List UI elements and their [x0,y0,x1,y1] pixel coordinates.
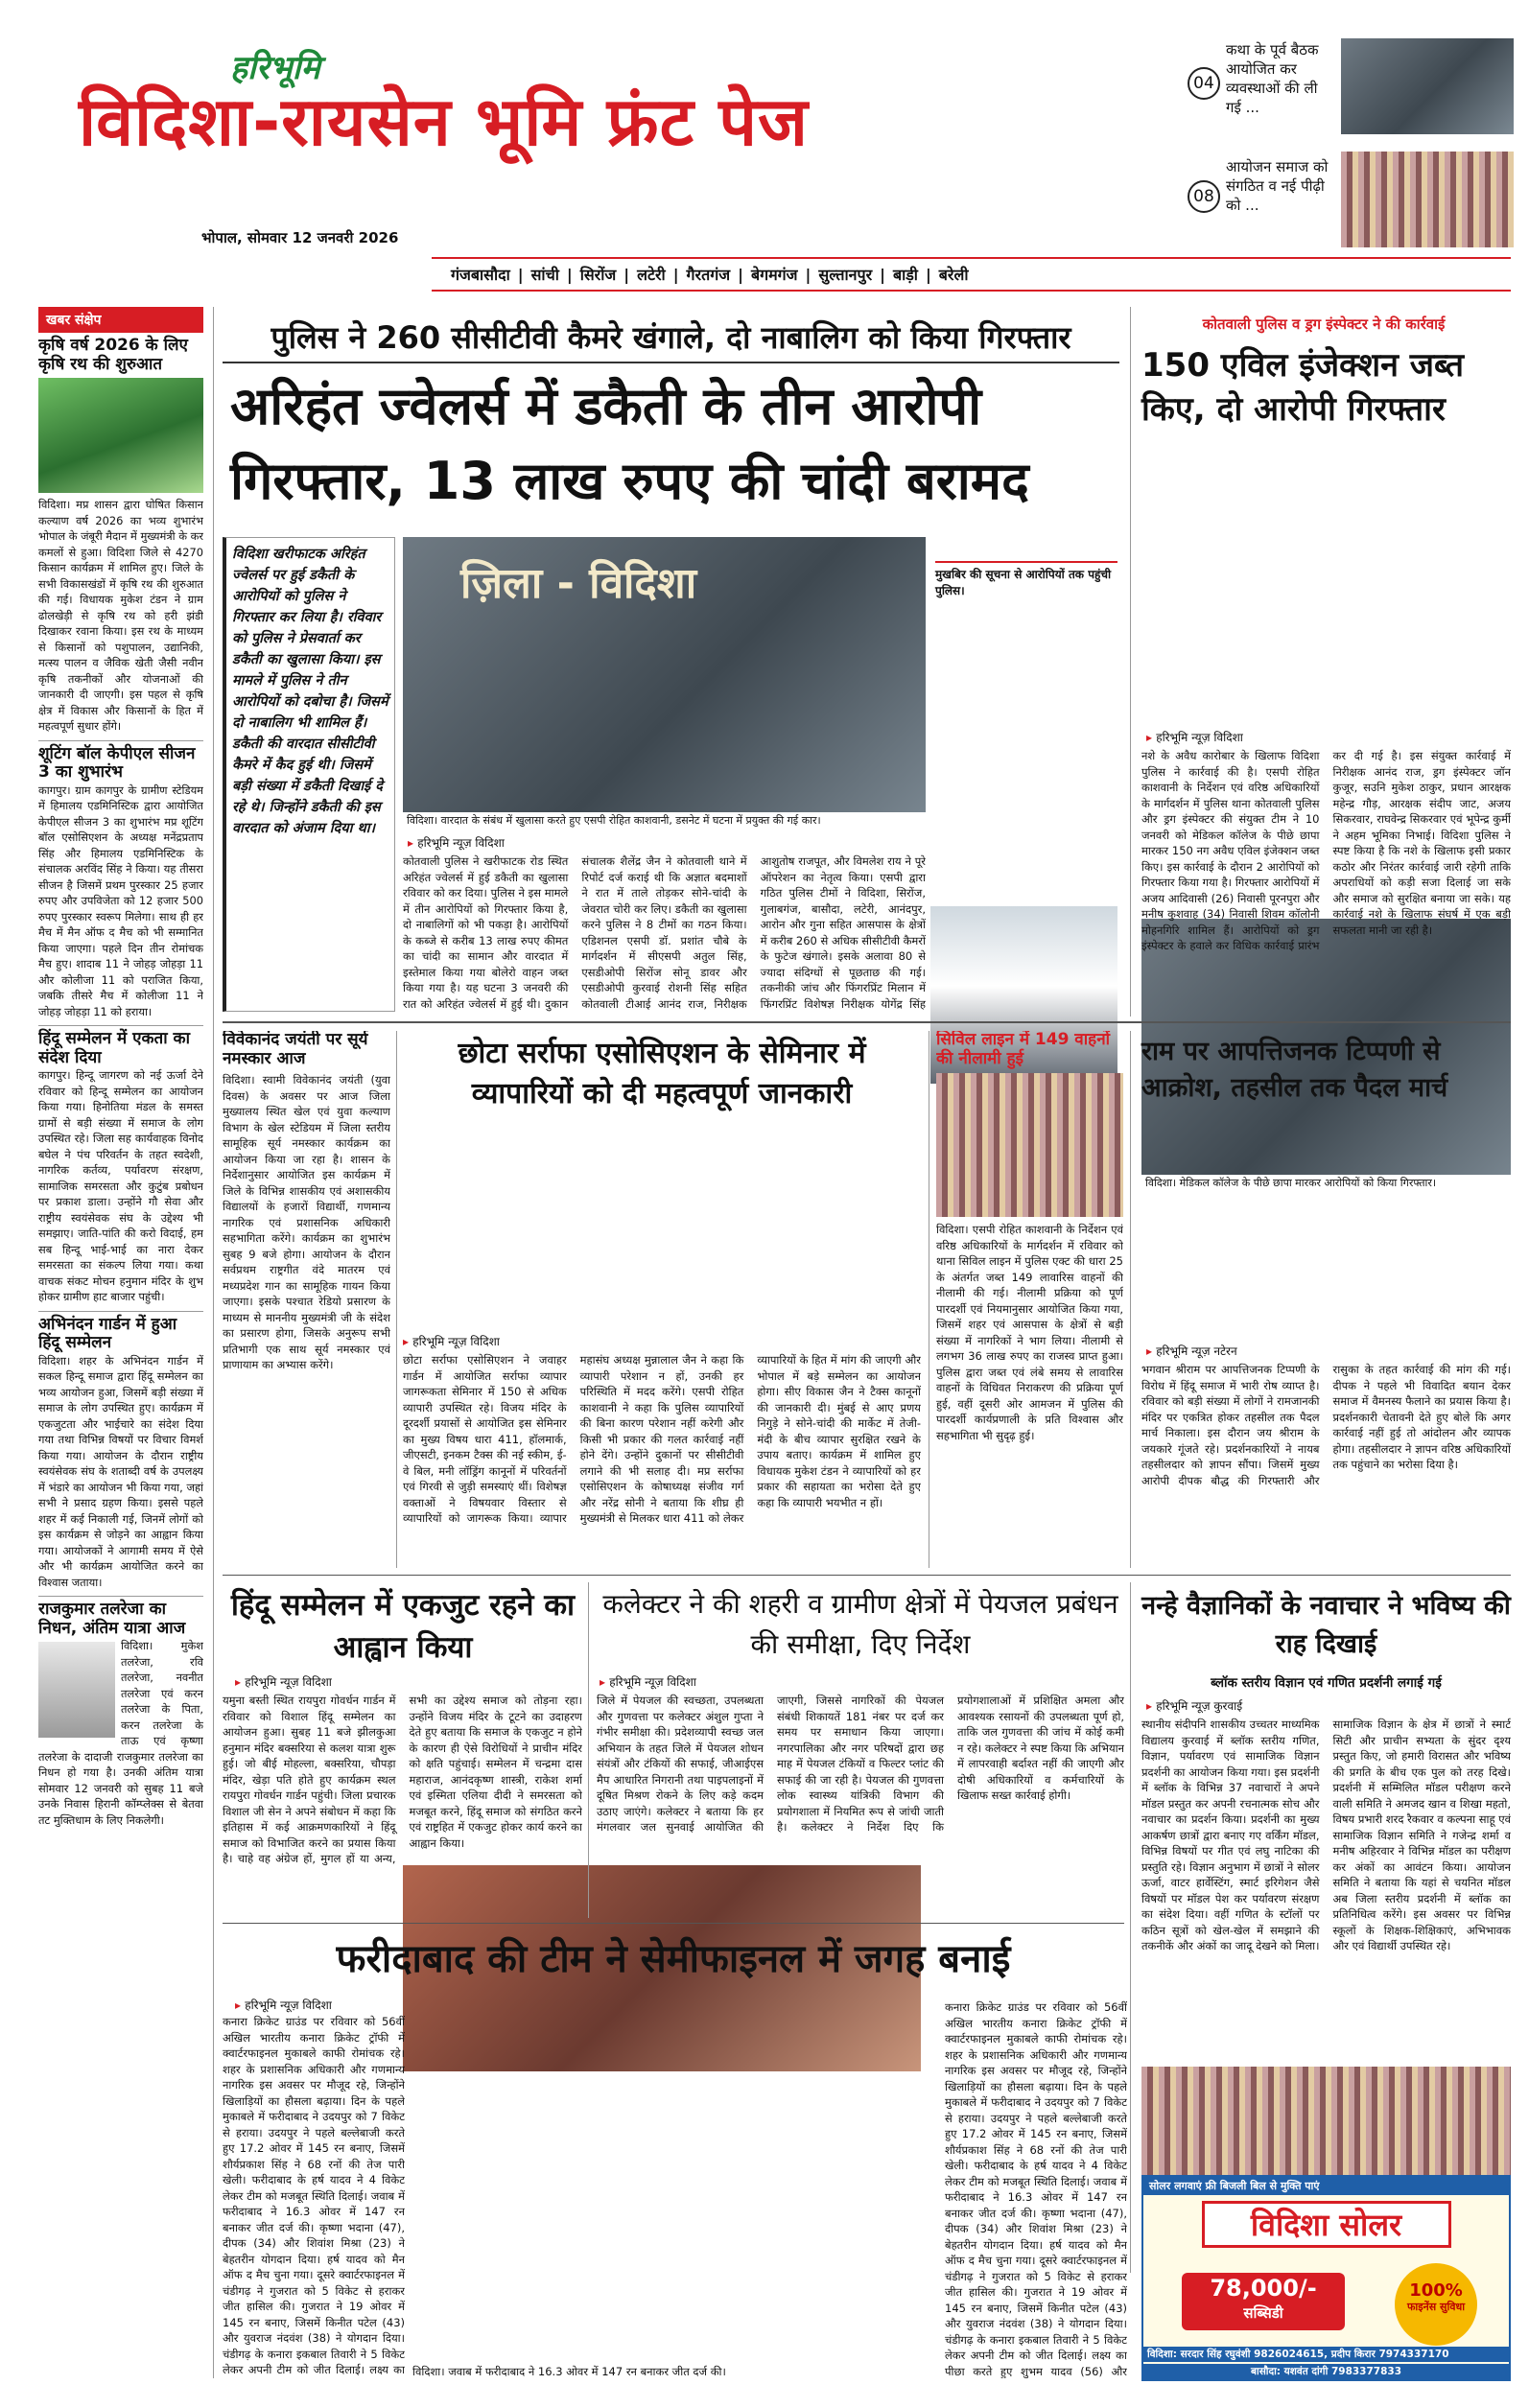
teaser-photo [1341,38,1514,134]
lead-highlight-box [223,537,395,1012]
collector-headline[interactable]: कलेक्टर ने की शहरी व ग्रामीण क्षेत्रों में पेयजल प्रबंधन की समीक्षा, दिए निर्देश [602,1588,1118,1660]
ad-badge-text: फाइनेंस सुविधा [1406,2301,1466,2313]
place-link[interactable]: सांची [530,266,559,284]
sidebar-headline[interactable]: राजकुमार तलरेजा का निधन, अंतिम यात्रा आज [38,1596,203,1638]
collector-byline: ▸ हरिभूमि न्यूज़ विदिशा [600,1675,696,1689]
lead-side-tag: मुखबिर की सूचना से आरोपियों तक पहुंची पुलिस। [935,561,1117,598]
page-title: विदिशा-रायसेन भूमि फ्रंट पेज [79,82,809,161]
cricket-body-right: कनारा क्रिकेट ग्राउंड पर रविवार को 56वीं अखिल भारतीय कनारा क्रिकेट ट्रॉफी में क्वार्टरफाइनल मुकाबले काफी रोमांचक रहे। शहर के प्रशासनिक अधिकारी और गणमान्य नागरिक इस अवसर पर मौजूद रहे, जिन्होंने खिलाड़ियों का हौसला बढ़ाया। दिन के पहले मुकाबले में फरीदाबाद ने उदयपुर को 7 विकेट से हराया। उदयपुर ने पहले बल्लेबाजी करते हुए 17.2 ओवर में 145 रन बनाए, जिसमें शौर्यप्रकाश सिंह ने 68 रनों की तेज पारी खेली। फरीदाबाद के हर्ष यादव ने 4 विकेट लेकर टीम को मजबूत स्थिति दिलाई। जवाब में फरीदाबाद ने 16.3 ओवर में 147 रन बनाकर जीत दर्ज की। कृष्णा भदाना (47), दीपक (34) और शिवांश मिश्रा (23) ने बेहतरीन योगदान दिया। हर्ष यादव को मैन ऑफ द मैच चुना गया। दूसरे क्वार्टरफाइनल में चंडीगढ़ ने गुजरात को 5 विकेट से हराकर जीत हासिल की। गुजरात ने 19 ओवर में 145 रन बनाए, जिसमें किनीत पटेल (43) और युवराज नंदवंश (38) ने योगदान दिया। चंडीगढ़ के कनारा इकबाल तिवारी ने 5 विकेट लेकर अपनी टीम को जीत दिलाई। लक्ष्य का पीछा करते हुए शुभम यादव (56) और [945,2000,1127,2378]
sarafa-body: छोटा सर्राफा एसोसिएशन ने जवाहर गार्डन में आयोजित सर्राफा व्यापार जागरूकता सेमिनार में 150 से अधिक व्यापारी उपस्थित रहे। विजय मंदिर के दूरदर्शी प्रयासों से आयोजित इस सेमिनार का मुख्य विषय धारा 411, हॉलमार्क, जीएसटी, इनकम टैक्स की नई स्कीम, ई-वे बिल, मनी लॉड्रिंग कानूनों में परिवर्तनों एवं गिरवी से जुड़ी समस्याएं थीं। विशेषज्ञ वक्ताओं ने विषयवार विस्तार से व्यापारियों को जागरूक किया। व्यापार महासंघ अध्यक्ष मुन्नालाल जैन ने कहा कि व्यापारी परेशान न हों, उनकी हर परिस्थिति में मदद करेंगे। एसपी रोहित काशवानी ने कहा कि पुलिस व्यापारियों की बिना कारण परेशान नहीं करेगी और किसी भी प्रकार की गलत कार्रवाई नहीं होने देंगे। उन्होंने दुकानों पर सीसीटीवी लगाने की भी सलाह दी। मप्र सर्राफा एसोसिएशन के कोषाध्यक्ष संजीव गर्ग और नरेंद्र सोनी ने बताया कि शीघ्र ही मुख्यमंत्री से मिलकर धारा 411 को लेकर व्यापारियों के हित में मांग की जाएगी और भोपाल में बड़े सम्मेलन का आयोजन होगा। सीए विकास जैन ने टैक्स कानूनों की जानकारी दी। मुंबई से आए प्रणय निगुड़े ने सोने-चांदी की मार्केट में तेजी-मंदी के बीच व्यापार सुरक्षित रखने के उपाय बताए। कार्यक्रम में शामिल हुए विधायक मुकेश टंडन ने व्यापारियों को हर प्रकार की सहायता का भरोसा देते हुए कहा कि व्यापारी भयभीत न हों। [403,1353,921,1525]
hindu-body: यमुना बस्ती स्थित रायपुरा गोवर्धन गार्डन में रविवार को विशाल हिंदू सम्मेलन का आयोजन हुआ। सुबह 11 बजे झीलकुआ हनुमान मंदिर बक्सरिया से कलश यात्रा शुरू हुई। जो बीई मोहल्ला, बक्सरिया, चौपड़ा मंदिर, खेड़ा पति होते हुए कार्यक्रम स्थल रायपुरा गोवर्धन गार्डन पहुंची। जिला प्रचारक विशाल जी सेन ने अपने संबोधन में कहा कि इतिहास में कई आक्रमणकारियों ने हिंदू समाज को विभाजित करने का प्रयास किया है। चाहे वह अंग्रेज हों, मुगल हों या अन्य, सभी का उद्देश्य समाज को तोड़ना रहा। उन्होंने विजय मंदिर के टूटने का उदाहरण देते हुए बताया कि समाज के एकजुट न होने के कारण ही ऐसे विरोधियों ने प्राचीन मंदिर को क्षति पहुंचाई। सम्मेलन में चन्द्रमा दास महाराज, आनंदकृष्ण शास्त्री, राकेश शर्मा एवं इस्मिता एलिया दीदी ने समरसता को मजबूत करने, हिंदू समाज को संगठित करने एवं राष्ट्रहित में एकजुट होकर कार्य करने का आह्वान किया। [223,1694,582,1865]
place-link[interactable]: बाड़ी [892,266,918,284]
teaser-photo [1341,152,1514,247]
sidebar-body: कागपुर। हिन्दू जागरण को नई ऊर्जा देने रविवार को हिन्दू सम्मेलन का आयोजन किया गया। हिनोतिया मंडल के समस्त ग्रामों से बड़ी संख्या में समाज के लोग उपस्थित रहे। जिला सह कार्यवाहक विनोद बघेल ने पंच परिवर्तन के तहत स्वदेशी, नागरिक कर्तव्य, पर्यावरण संरक्षण, सामाजिक समरसता और कुटुंब प्रबोधन पर प्रकाश डाला। उन्होंने गौ सेवा और राष्ट्रीय स्वयंसेवक संघ के उद्देश्य भी समझाए। जाति-पांति की करो विदाई, हम सब हिन्दू भाई-भाई का नारा देकर समरसता का संकल्प लिया गया। कथा वाचक संकट मोचन हनुमान मंदिर के शुभ होकर ग्रामीण हाट बाजार पहुंची। [38,1068,203,1304]
place-link[interactable]: सुल्तानपुर [818,266,873,284]
lead-highlight: विदिशा खरीफाटक अरिहंत ज्वेलर्स पर हुई डकैती के आरोपियों को पुलिस ने गिरफ्तार कर लिया है। रविवार को पुलिस ने प्रेसवार्ता कर डकैती का खुलासा किया। इस मामले में पुलिस ने तीन आरोपियों को दबोचा है। जिसमें दो नाबालिग भी शामिल हैं। डकैती की वारदात सीसीटीवी कैमरे में कैद हुई थी। जिसमें बड़ी संख्या में डकैती दिखाई दे रहे थे। जिन्होंने डकैती की इस वारदात को अंजाम दिया था। [232,547,388,836]
lead-photo-banner: ज़िला - विदिशा [460,559,697,608]
row-divider [223,1021,1511,1023]
dateline: भोपाल, सोमवार 12 जनवरी 2026 [201,229,399,246]
sarafa-headline[interactable]: छोटा सर्राफा एसोसिएशन के सेमिनार में व्यापारियों को दी महत्वपूर्ण जानकारी [458,1037,866,1110]
science-body: स्थानीय संदीपनि शासकीय उच्चतर माध्यमिक विद्यालय कुरवाई में ब्लॉक स्तरीय गणित, विज्ञान, पर्यावरण एवं सामाजिक विज्ञान प्रदर्शनी का आयोजन किया गया। इस प्रदर्शनी में ब्लॉक के विभिन्न 37 नवाचारों ने अपने मॉडल प्रस्तुत कर अपनी रचनात्मक सोच और नवाचार का प्रदर्शन किया। प्रदर्शनी का मुख्य आकर्षण छात्रों द्वारा बनाए गए वर्किंग मॉडल, विभिन्न विषयों पर गीत एवं लघु नाटिका की प्रस्तुति रहे। विज्ञान अनुभाग में छात्रों ने सोलर ऊर्जा, वाटर हार्वेस्टिंग, स्मार्ट इरिगेशन जैसे विषयों पर मॉडल पेश कर पर्यावरण संरक्षण का संदेश दिया। वहीं गणित के स्टॉलों पर कठिन सूत्रों को खेल-खेल में समझाने की तकनीकें और अंकों का जादू देखने को मिला। सामाजिक विज्ञान के क्षेत्र में छात्रों ने स्मार्ट सिटी और प्राचीन सभ्यता के सुंदर दृश्य प्रस्तुत किए, जो हमारी विरासत और भविष्य की प्रगति के बीच एक पुल को तरह दिखे। प्रदर्शनी में सम्मिलित मॉडल परीक्षण करने वाली समिति ने अमजद खान व शिखा महतो, विषय प्रभारी शरद रैकवार व कल्पना साहू एवं सामाजिक विज्ञान समिति ने गजेन्द्र शर्मा व मनीष अहिरवार ने विभिन्न मॉडल का परीक्षण कर अंकों का आवंटन किया। आयोजन समिति ने बताया कि यहां से चयनित मॉडल अब जिला स्तरीय प्रदर्शनी में ब्लॉक का प्रतिनिधित्व करेंगे। इस अवसर पर विभिन्न स्कूलों के शिक्षक-शिक्षिकाएं, अभिभावक और एवं विद्यार्थी उपस्थित रहे। [1141,1718,1511,1952]
places-bar: गंजबासौदा | सांची | सिरोंज | लटेरी | गैरतगंज | बेगमगंज | सुल्तानपुर | बाड़ी | बरेली [432,257,1511,292]
teaser-number: 04 [1188,67,1220,100]
sidebar-headline[interactable]: अभिनंदन गार्डन में हुआ हिंदू सम्मेलन [38,1311,203,1353]
sidebar-body: विदिशा। शहर के अभिनंदन गार्डन में सकल हिन्दू समाज द्वारा हिंदू सम्मेलन का भव्य आयोजन हुआ, जिसमें बड़ी संख्या में समाज के लोग उपस्थित हुए। कार्यक्रम में एकजुटता और भाईचारे का संदेश दिया गया तथा विभिन्न विषयों पर विचार विमर्श किया गया। आयोजन के दौरान राष्ट्रीय स्वयंसेवक संघ के शताब्दी वर्ष के उपलक्ष्य में भंडारे का आयोजन भी किया गया, जहां सभी ने प्रसाद ग्रहण किया। इससे पहले शहर में कई निकाली गई, जिनमें लोगों को इस कार्यक्रम से जोड़ने का आह्वान किया गया। आयोजकों ने आगामी समय में ऐसे और भी कार्यक्रम आयोजित करने का विश्वास जताया। [38,1353,203,1589]
place-link[interactable]: बेगमगंज [750,266,798,284]
column-divider [588,1582,589,1918]
right-kicker: कोतवाली पुलिस व ड्रग इंस्पेक्टर ने की कार्रवाई [1202,316,1446,333]
place-link[interactable]: लटेरी [637,266,666,284]
right-byline: ▸ हरिभूमि न्यूज़ विदिशा [1146,731,1243,744]
right-headline[interactable]: 150 एविल इंजेक्शन जब्त किए, दो आरोपी गिरफ्तार [1141,346,1465,429]
sidebar-headline[interactable]: शूटिंग बॉल केपीएल सीजन 3 का शुभारंभ [38,740,203,783]
sidebar-body: विदिशा। मप्र शासन द्वारा घोषित किसान कल्याण वर्ष 2026 का भव्य शुभारंभ भोपाल के जंबूरी मैदान में मुख्यमंत्री के कर कमलों से हुआ। विदिशा जिले से 4270 किसान कार्यक्रम में शामिल हुए। जिले के सभी विकासखंडों में कृषि रथ की शुरुआत की गई। विधायक मुकेश टंडन ने ग्राम ढोलखेड़ी से कृषि रथ को हरी झंडी दिखाकर रवाना किया। इस रथ के माध्यम से किसानों को पशुपालन, उद्यानिकी, मत्स्य पालन व जैविक खेती जैसी नवीन कृषि तकनीकों और योजनाओं की जानकारी दी जाएगी। इस पहल से कृषि क्षेत्र में विकास और किसानों के हित में महत्वपूर्ण सुधार होंगे। [38,498,203,734]
sarafa-byline: ▸ हरिभूमि न्यूज़ विदिशा [403,1335,500,1348]
hindu-byline: ▸ हरिभूमि न्यूज़ विदिशा [235,1675,332,1689]
column-divider [213,307,214,2378]
place-link[interactable]: बरेली [938,266,969,284]
ad-contact: बासौदा: यशवंत दांगी 7983377833 [1143,2364,1509,2379]
ram-body: भगवान श्रीराम पर आपत्तिजनक टिप्पणी के विरोध में हिंदू समाज में भारी रोष व्याप्त है। रविवार को बड़ी संख्या में लोगों ने रामजानकी मंदिर पर एकत्रित होकर तहसील तक पैदल मार्च निकाला। इस दौरान जय श्रीराम के जयकारे गूंजते रहे। प्रदर्शनकारियों ने नायब तहसीलदार को ज्ञापन सौंपा। जिसमें मुख्य आरोपी दीपक बौद्ध की गिरफ्तारी और रासुका के तहत कार्रवाई की मांग की गई। दीपक ने पहले भी विवादित बयान देकर समाज में वैमनस्य फैलाने का प्रयास किया है। प्रदर्शनकारी चेतावनी देते हुए बोले कि अगर कार्रवाई नहीं हुई तो आंदोलन और व्यापक होगा। तहसीलदार ने ज्ञापन वरिष्ठ अधिकारियों तक पहुंचाने का भरोसा दिया है। [1141,1363,1511,1487]
ad-price: 78,000/- [1210,2275,1317,2302]
teaser-text: कथा के पूर्व बैठक आयोजित कर व्यवस्थाओं की ली गई ... [1226,41,1319,116]
science-headline[interactable]: नन्हे वैज्ञानिकों के नवाचार ने भविष्य की राह दिखाई [1141,1591,1511,1659]
lead-byline: ▸ हरिभूमि न्यूज़ विदिशा [408,836,505,850]
lead-body-continued [935,796,1117,1012]
row-divider [223,1575,1511,1576]
sidebar-headline[interactable]: कृषि वर्ष 2026 के लिए कृषि रथ की शुरुआत [38,336,188,374]
civil-lines-story [936,1031,1123,1568]
row-divider [223,1923,1124,1924]
ad-badge-percent: 100% [1409,2280,1463,2301]
ad-badge [1395,2263,1477,2346]
ad-price-label: सब्सिडी [1243,2304,1283,2322]
civil-lines-headline[interactable]: सिविल लाइन में 149 वाहनों की नीलामी हुई [936,1031,1111,1068]
lead-photo-caption: विदिशा। वारदात के संबंध में खुलासा करते हुए एसपी रोहित काशवानी, डसनेट में घटना में प्रयुक्त की गई कार। [403,812,926,830]
science-subhead: ब्लॉक स्तरीय विज्ञान एवं गणित प्रदर्शनी लगाई गई [1211,1675,1442,1691]
vivekanand-headline[interactable]: विवेकानंद जयंती पर सूर्य नमस्कार आज [223,1031,368,1068]
lead-kicker: पुलिस ने 260 सीसीटीवी कैमरे खंगाले, दो नाबालिग को किया गिरफ्तार [223,316,1119,363]
cricket-caption: विदिशा। जवाब में फरीदाबाद ने 16.3 ओवर में 147 रन बनाकर जीत दर्ज की। [412,2365,726,2378]
masthead-brand: हरिभूमि [230,49,320,87]
column-divider [1130,307,1131,1017]
lead-body: कोतवाली पुलिस ने खरीफाटक रोड स्थित अरिहंत ज्वेलर्स में हुई डकैती का खुलासा रविवार को कर दिया। पुलिस ने इस मामले में तीन आरोपियों को गिरफ्तार किया है, दो नाबालिगों को भी पकड़ा है। आरोपियों के कब्जे से करीब 13 लाख रुपए कीमत का चांदी का सामान और वारदात में इस्तेमाल किया गया बोलेरो वाहन जब्त किया गया है। यह घटना 3 जनवरी की रात को अरिहंत ज्वेलर्स में हुई थी। दुकान संचालक शैलेंद्र जैन ने कोतवाली थाने में रिपोर्ट दर्ज कराई थी कि अज्ञात बदमाशों ने रात में ताले तोड़कर सोने-चांदी के जेवरात चोरी कर लिए। डकैती का खुलासा करने पुलिस ने 8 टीमों का गठन किया। एडिशनल एसपी डॉ. प्रशांत चौबे के मार्गदर्शन में सीएसपी अतुल सिंह, एसडीओपी सिरोंज सोनू डावर और एसडीओपी कुरवाई रोशनी सिंह सहित कोतवाली टीआई आनंद राज, निरीक्षक आशुतोष राजपूत, और विमलेश राय ने पूरे ऑपरेशन का नेतृत्व किया। एसपी द्वारा गठित पुलिस टीमों ने विदिशा, सिरोंज, गुलाबगंज, बासौदा, लटेरी, आनंदपुर, आरोन और गुना सहित आसपास के क्षेत्रों में करीब 260 से अधिक सीसीटीवी कैमरों के फुटेज खंगाले। इसके अलावा 80 से ज्यादा संदिग्धों से पूछताछ की गई। तकनीकी जांच और फिंगरप्रिंट मिलान में फिंगरप्रिंट विशेषज्ञ निरीक्षक योगेंद्र सिंह [403,854,926,1011]
sidebar-body: कागपुर। ग्राम कागपुर के ग्रामीण स्टेडियम में हिमालय एडमिनिस्टिक द्वारा आयोजित केपीएल सीजन 3 का शुभारंभ मप्र शूटिंग बॉल एसोसिएशन के अध्यक्ष मनेंद्रप्रताप सिंह और हिमालय एडमिनिस्टिक के संचालक अरविंद सिंह ने किया। यह तीसरा सीजन है जिसमें प्रथम पुरस्कार 25 हजार रुपए और उपविजेता को 12 हजार 500 रुपए पुरस्कार स्वरूप मिलेगा। साथ ही हर मैच में मैन ऑफ द मैच को भी सम्मानित किया जाएगा। पहले दिन तीन रोमांचक मैच हुए। शादाब 11 ने जोहड़ जोहड़ा 11 और कोलीजा 11 को पराजित किया, जबकि तीसरे मैच में कोलीजा 11 ने जोहड़ जोहड़ा 11 को हराया। [38,783,203,1018]
civil-lines-body: विदिशा। एसपी रोहित काशवानी के निर्देशन एवं वरिष्ठ अधिकारियों के मार्गदर्शन में रविवार को थाना सिविल लाइन में पुलिस एक्ट की धारा 25 के अंतर्गत जब्त 149 लावारिस वाहनों की नीलामी की गई। नीलामी प्रक्रिया को पूर्ण पारदर्शी एवं नियमानुसार आयोजित किया गया, जिसमें शहर एवं आसपास के क्षेत्रों से बड़ी संख्या में नागरिकों ने भाग लिया। नीलामी से लगभग 36 लाख रुपए का राजस्व प्राप्त हुआ। पुलिस द्वारा जब्त एवं लंबे समय से लावारिस वाहनों के विधिवत निराकरण की प्रक्रिया पूर्ण हुई, वहीं दूसरी ओर आमजन में पुलिस की पारदर्शी कार्यप्रणाली के प्रति विश्वास और सहभागिता भी सुदृढ़ हुई। [936,1223,1123,1442]
civil-lines-photo [936,1073,1123,1217]
lead-photo [403,537,926,830]
column-divider [396,1031,397,1568]
sidebar-photo [38,378,203,493]
sarafa-body-continued [403,1573,404,1574]
news-brief-sidebar [38,307,203,2378]
vivekanand-body: विदिशा। स्वामी विवेकानंद जयंती (युवा दिवस) के अवसर पर आज जिला मुख्यालय स्थित खेल एवं युवा कल्याण विभाग के खेल स्टेडियम में जिला स्तरीय सामूहिक सूर्य नमस्कार कार्यक्रम का आयोजन किया जा रहा है। शासन के निर्देशानुसार आयोजित इस कार्यक्रम में जिले के विभिन्न शासकीय एवं अशासकीय विद्यालयों के हजारों विद्यार्थी, गणमान्य नागरिक एवं प्रशासनिक अधिकारी सहभागिता करेंगे। कार्यक्रम का शुभारंभ सुबह 9 बजे होगा। आयोजन के दौरान सर्वप्रथम राष्ट्रगीत वंदे मातरम एवं मध्यप्रदेश गान का सामूहिक गायन किया जाएगा। इसके पश्चात रेडियो प्रसारण के माध्यम से माननीय मुख्यमंत्री जी के संदेश का प्रसारण होगा, जिसके अनुरूप सभी प्रतिभागी एक साथ सूर्य नमस्कार एवं प्राणायाम का अभ्यास करेंगे। [223,1073,390,1372]
ad-contact: विदिशा: सरदार सिंह रघुवंशी 9826024615, प्रदीप किरार 7974337170 [1143,2347,1509,2362]
column-divider [1130,1031,1131,1568]
ram-headline[interactable]: राम पर आपत्तिजनक टिप्पणी से आक्रोश, तहसील तक पैदल मार्च [1141,1037,1448,1103]
sidebar-label: खबर संक्षेप [38,307,203,333]
hindu-headline[interactable]: हिंदू सम्मेलन में एकजुट रहने का आह्वान किया [230,1588,576,1665]
sidebar-headline[interactable]: हिंदू सम्मेलन में एकता का संदेश दिया [38,1025,203,1067]
ad-brand: विदिशा सोलर [1202,2201,1451,2248]
teaser-item[interactable] [1188,38,1514,144]
cricket-headline[interactable]: फरीदाबाद की टीम ने सेमीफाइनल में जगह बनाई [336,1937,1011,1981]
cricket-body-left: कनारा क्रिकेट ग्राउंड पर रविवार को 56वीं अखिल भारतीय कनारा क्रिकेट ट्रॉफी में क्वार्टरफाइनल मुकाबले काफी रोमांचक रहे। शहर के प्रशासनिक अधिकारी और गणमान्य नागरिक इस अवसर पर मौजूद रहे, जिन्होंने खिलाड़ियों का हौसला बढ़ाया। दिन के पहले मुकाबले में फरीदाबाद ने उदयपुर को 7 विकेट से हराया। उदयपुर ने पहले बल्लेबाजी करते हुए 17.2 ओवर में 145 रन बनाए, जिसमें शौर्यप्रकाश सिंह ने 68 रनों की तेज पारी खेली। फरीदाबाद के हर्ष यादव ने 4 विकेट लेकर टीम को मजबूत स्थिति दिलाई। जवाब में फरीदाबाद ने 16.3 ओवर में 147 रन बनाकर जीत दर्ज की। कृष्णा भदाना (47), दीपक (34) और शिवांश मिश्रा (23) ने बेहतरीन योगदान दिया। हर्ष यादव को मैन ऑफ द मैच चुना गया। दूसरे क्वार्टरफाइनल में चंडीगढ़ ने गुजरात को 5 विकेट से हराकर जीत हासिल की। गुजरात ने 19 ओवर में 145 रन बनाए, जिसमें किनीत पटेल (43) और युवराज नंदवंश (38) ने योगदान दिया। चंडीगढ़ के कनारा इकबाल तिवारी ने 5 विकेट लेकर अपनी टीम को जीत दिलाई। लक्ष्य का [223,2015,405,2376]
teaser-item[interactable] [1188,144,1514,249]
ad-top-text: सोलर लगवाएं फ्री बिजली बिल से मुक्ति पाएं [1143,2177,1509,2195]
science-byline: ▸ हरिभूमि न्यूज़ कुरवाई [1146,1699,1243,1713]
lead-headline[interactable]: अरिहंत ज्वेलर्स में डकैती के तीन आरोपी गिरफ्तार, 13 लाख रुपए की चांदी बरामद [230,376,1029,511]
place-link[interactable]: गैरतगंज [686,266,731,284]
ad-price-box [1182,2273,1345,2330]
right-photo-caption: विदिशा। मेडिकल कॉलेज के पीछे छापा मारकर आरोपियों को किया गिरफ्तार। [1141,1175,1511,1192]
column-divider [1130,1582,1131,2273]
place-link[interactable]: सिरोंज [579,266,617,284]
vivekanand-story [223,1031,390,1568]
teaser-text: आयोजन समाज को संगठित व नई पीढ़ी को ... [1226,158,1329,214]
solar-ad[interactable] [1141,2175,1511,2381]
collector-body: जिले में पेयजल की स्वच्छता, उपलब्धता और गुणवत्ता पर कलेक्टर अंशुल गुप्ता ने गंभीर समीक्षा की। प्रदेशव्यापी स्वच्छ जल अभियान के तहत जिले में पेयजल शोधन संयंत्रों और टंकियों की सफाई, जीआईएस मैप आधारित निगरानी तथा पाइपलाइनों में दूषित मिश्रण रोकने के लिए कड़े कदम उठाए जाएंगे। कलेक्टर ने बताया कि हर मंगलवार जल सुनवाई आयोजित की जाएगी, जिससे नागरिकों की पेयजल संबंधी शिकायतें 181 नंबर पर दर्ज कर समय पर समाधान किया जाएगा। नगरपालिका और नगर परिषदों द्वारा छह माह में पेयजल टंकियों व फिल्टर प्लांट की सफाई की जा रही है। पेयजल की गुणवत्ता लोक स्वास्थ्य यांत्रिकी विभाग की प्रयोगशाला में नियमित रूप से जांची जाती है। कलेक्टर ने निर्देश दिए कि प्रयोगशालाओं में प्रशिक्षित अमला और आवश्यक रसायनों की उपलब्धता पूर्ण हो, ताकि जल गुणवत्ता की जांच में कोई कमी न रहे। कलेक्टर ने स्पष्ट किया कि अभियान में लापरवाही बर्दाश्त नहीं की जाएगी और दोषी अधिकारियों व कर्मचारियों के खिलाफ सख्त कार्रवाई होगी। [597,1694,1124,1834]
sidebar-body: विदिशा। मुकेश तलरेजा, रवि तलरेजा, नवनीत तलरेजा एवं करन तलरेजा के पिता, करन तलरेजा के ताऊ एवं कृष्णा तलरेजा के दादाजी राजकुमार तलरेजा का निधन हो गया है। उनकी अंतिम यात्रा सोमवार 12 जनवरी को सुबह 11 बजे उनके निवास हिरानी कॉम्प्लेक्स से बेतवा तट मुक्तिधाम के लिए निकलेगी। [38,1639,203,1827]
place-link[interactable]: गंजबासौदा [451,266,510,284]
right-body: नशे के अवैध कारोबार के खिलाफ विदिशा पुलिस ने कार्रवाई की है। एसपी रोहित काशवानी के निर्देशन एवं वरिष्ठ अधिकारियों के मार्गदर्शन में पुलिस थाना कोतवाली पुलिस और ड्रग इंस्पेक्टर की संयुक्त टीम ने 10 जनवरी को मेडिकल कॉलेज के पीछे छापा मारकर 150 नग अवैध एविल इंजेक्शन जब्त किए। इस कार्रवाई के दौरान 2 आरोपियों को गिरफ्तार किया गया है। गिरफ्तार आरोपियों में अजय आदिवासी (26) निवासी पूरनपुरा और मनीष कुशवाह (34) निवासी शिवम कॉलोनी मोहनगिरि शामिल हैं। आरोपियों को ड्रग इंस्पेक्टर के हवाले कर विधिक कार्रवाई प्रारंभ कर दी गई है। इस संयुक्त कार्रवाई में निरीक्षक आनंद राज, ड्रग इंस्पेक्टर जॉन कुजूर, सउनि मुकेश ठाकुर, प्रधान आरक्षक महेन्द्र गौड़, आरक्षक संदीप जाट, अजय सिकरवार, राघवेन्द्र सिकरवार एवं भूपेन्द्र कुर्मी ने अहम भूमिका निभाई। विदिशा पुलिस ने स्पष्ट किया है कि नशे के खिलाफ इसी प्रकार कठोर और निरंतर कार्रवाई जारी रहेगी ताकि अपराधियों को कड़ी सजा दिलाई जा सके और समाज को सुरक्षित बनाया जा सके। यह कार्रवाई नशे के खिलाफ संघर्ष में एक बड़ी सफलता मानी जा रही है। [1141,749,1511,952]
cricket-byline: ▸ हरिभूमि न्यूज़ विदिशा [235,1999,332,2012]
ram-byline: ▸ हरिभूमि न्यूज़ नटेरन [1146,1344,1237,1358]
teaser-number: 08 [1188,180,1220,213]
obituary-photo [38,1642,115,1738]
